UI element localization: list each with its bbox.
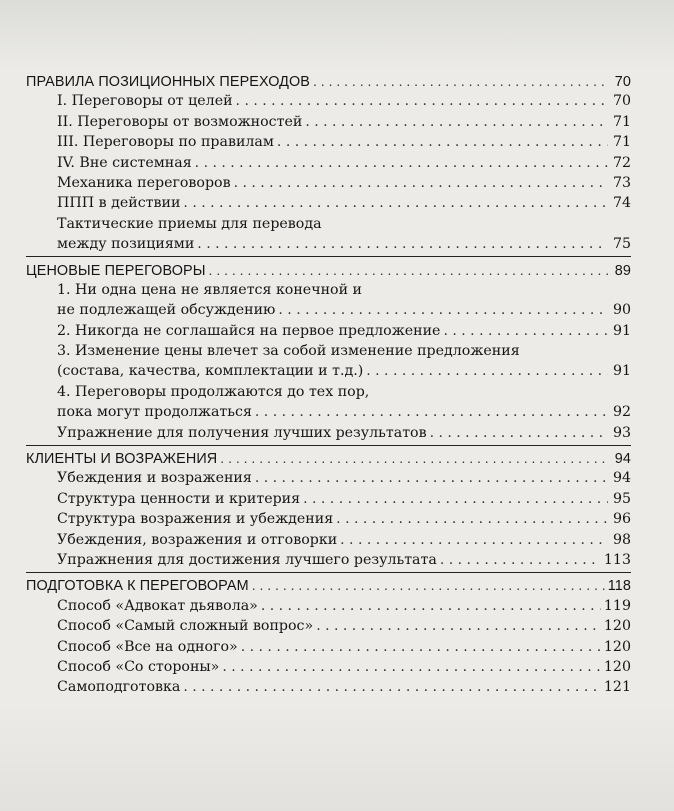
entry-title: Упражнение для получения лучших результатов	[57, 424, 427, 441]
toc-entry[interactable]	[26, 509, 631, 529]
page-number: 94	[614, 451, 631, 468]
section-divider	[26, 445, 631, 446]
entry-title: Структура возражения и убеждения	[57, 511, 334, 528]
page-number: 70	[612, 93, 631, 110]
toc-section	[26, 575, 631, 697]
dot-leader	[366, 361, 608, 381]
entry-title-line: 3. Изменение цены влечет за собой изменение предложения	[57, 343, 520, 360]
dot-leader	[220, 448, 608, 468]
dot-leader	[443, 321, 608, 341]
dot-leader	[313, 71, 608, 91]
entry-title: IV. Вне системная	[57, 154, 192, 171]
page-number: 89	[614, 262, 631, 279]
dot-leader	[236, 91, 608, 111]
page-number: 91	[612, 363, 631, 380]
entry-title: Способ «Со стороны»	[57, 658, 220, 675]
entry-title: 2. Никогда не соглашайся на первое предложение	[57, 322, 441, 339]
section-heading[interactable]	[26, 575, 631, 595]
page-number: 70	[614, 74, 631, 90]
dot-leader	[183, 193, 608, 213]
page-number: 120	[603, 618, 631, 635]
section-divider	[26, 572, 631, 573]
page-number: 94	[612, 470, 631, 487]
entry-title: II. Переговоры от возможностей	[57, 113, 303, 130]
toc-entry[interactable]	[26, 173, 631, 193]
toc-entry[interactable]	[26, 361, 631, 381]
entry-title: I. Переговоры от целей	[57, 93, 233, 110]
toc-entry[interactable]	[26, 402, 631, 422]
toc-entry[interactable]	[26, 153, 631, 173]
toc-entry[interactable]	[26, 112, 631, 132]
entry-title: III. Переговоры по правилам	[57, 134, 274, 151]
entry-title: между позициями	[57, 236, 195, 253]
page-number: 121	[603, 679, 631, 696]
entry-title: Способ «Все на одного»	[57, 638, 238, 655]
toc-entry[interactable]	[26, 423, 631, 443]
page-number: 71	[612, 113, 631, 130]
entry-title: Убеждения, возражения и отговорки	[57, 531, 338, 548]
entry-title-line: 4. Переговоры продолжаются до тех пор,	[57, 383, 370, 400]
entry-title: ППП в действии	[57, 195, 181, 212]
dot-leader	[222, 657, 601, 677]
dot-leader	[209, 260, 608, 280]
dot-leader	[316, 616, 601, 636]
dot-leader	[183, 677, 601, 697]
dot-leader	[241, 637, 601, 657]
toc-section	[26, 448, 631, 573]
page-number: 92	[612, 404, 631, 421]
page-number: 119	[603, 597, 631, 614]
toc-entry[interactable]	[26, 657, 631, 677]
dot-leader	[195, 153, 608, 173]
dot-leader	[234, 173, 608, 193]
dot-leader	[261, 596, 601, 616]
entry-title: Самоподготовка	[57, 679, 181, 696]
page-bottom-edge	[0, 705, 674, 811]
entry-title: Упражнения для достижения лучшего результата	[57, 551, 437, 568]
page-number: 91	[612, 322, 631, 339]
toc-entry[interactable]	[26, 550, 631, 570]
toc-section	[26, 71, 631, 257]
page-top-edge	[0, 0, 674, 70]
dot-leader	[252, 575, 605, 595]
toc-entry[interactable]	[26, 468, 631, 488]
toc-entry[interactable]	[26, 637, 631, 657]
dot-leader	[430, 423, 608, 443]
page-number: 75	[612, 236, 631, 253]
toc-entry[interactable]	[26, 596, 631, 616]
entry-title: Способ «Самый сложный вопрос»	[57, 618, 314, 635]
dot-leader	[440, 550, 601, 570]
table-of-contents	[26, 71, 631, 698]
toc-entry[interactable]	[26, 321, 631, 341]
dot-leader	[303, 489, 608, 509]
dot-leader	[255, 402, 608, 422]
dot-leader	[277, 132, 608, 152]
toc-entry[interactable]	[26, 489, 631, 509]
page-number: 120	[603, 638, 631, 655]
entry-title: Способ «Адвокат дьявола»	[57, 597, 258, 614]
dot-leader	[340, 530, 608, 550]
dot-leader	[336, 509, 608, 529]
entry-title: не подлежащей обсуждению	[57, 302, 276, 319]
toc-entry[interactable]	[26, 132, 631, 152]
page-number: 90	[612, 302, 631, 319]
toc-entry[interactable]	[26, 300, 631, 320]
page-number: 98	[612, 531, 631, 548]
toc-entry[interactable]	[26, 677, 631, 697]
entry-title: (состава, качества, комплектации и т.д.)	[57, 363, 364, 380]
section-title: ПРАВИЛА ПОЗИЦИОННЫХ ПЕРЕХОДОВ	[26, 74, 311, 90]
toc-entry[interactable]	[26, 234, 631, 254]
page-number: 120	[603, 658, 631, 675]
entry-title: Механика переговоров	[57, 174, 231, 191]
toc-entry[interactable]	[26, 530, 631, 550]
page-number: 74	[612, 195, 631, 212]
section-title: ПОДГОТОВКА К ПЕРЕГОВОРАМ	[26, 578, 249, 595]
entry-title-line: 1. Ни одна цена не является конечной и	[57, 281, 363, 298]
toc-entry[interactable]	[26, 193, 631, 213]
section-heading[interactable]	[26, 71, 631, 91]
entry-title: Структура ценности и критерия	[57, 490, 301, 507]
section-divider	[26, 256, 631, 257]
entry-title: пока могут продолжаться	[57, 404, 252, 421]
entry-title: Убеждения и возражения	[57, 470, 252, 487]
section-title: ЦЕНОВЫЕ ПЕРЕГОВОРЫ	[26, 262, 206, 279]
page-number: 72	[612, 154, 631, 171]
entry-title-line: Тактические приемы для перевода	[57, 215, 322, 232]
page-number: 73	[612, 174, 631, 191]
page-number: 113	[603, 551, 631, 568]
section-heading[interactable]	[26, 260, 631, 280]
dot-leader	[278, 300, 608, 320]
dot-leader	[255, 468, 608, 488]
toc-entry[interactable]	[26, 91, 631, 111]
page-number: 71	[612, 134, 631, 151]
dot-leader	[305, 112, 608, 132]
section-heading[interactable]	[26, 448, 631, 468]
page-number: 93	[612, 424, 631, 441]
page-number: 95	[612, 490, 631, 507]
toc-section	[26, 260, 631, 446]
section-title: КЛИЕНТЫ И ВОЗРАЖЕНИЯ	[26, 451, 218, 468]
toc-entry[interactable]	[26, 616, 631, 636]
page-number: 96	[612, 511, 631, 528]
page-number: 118	[607, 578, 631, 595]
dot-leader	[197, 234, 608, 254]
